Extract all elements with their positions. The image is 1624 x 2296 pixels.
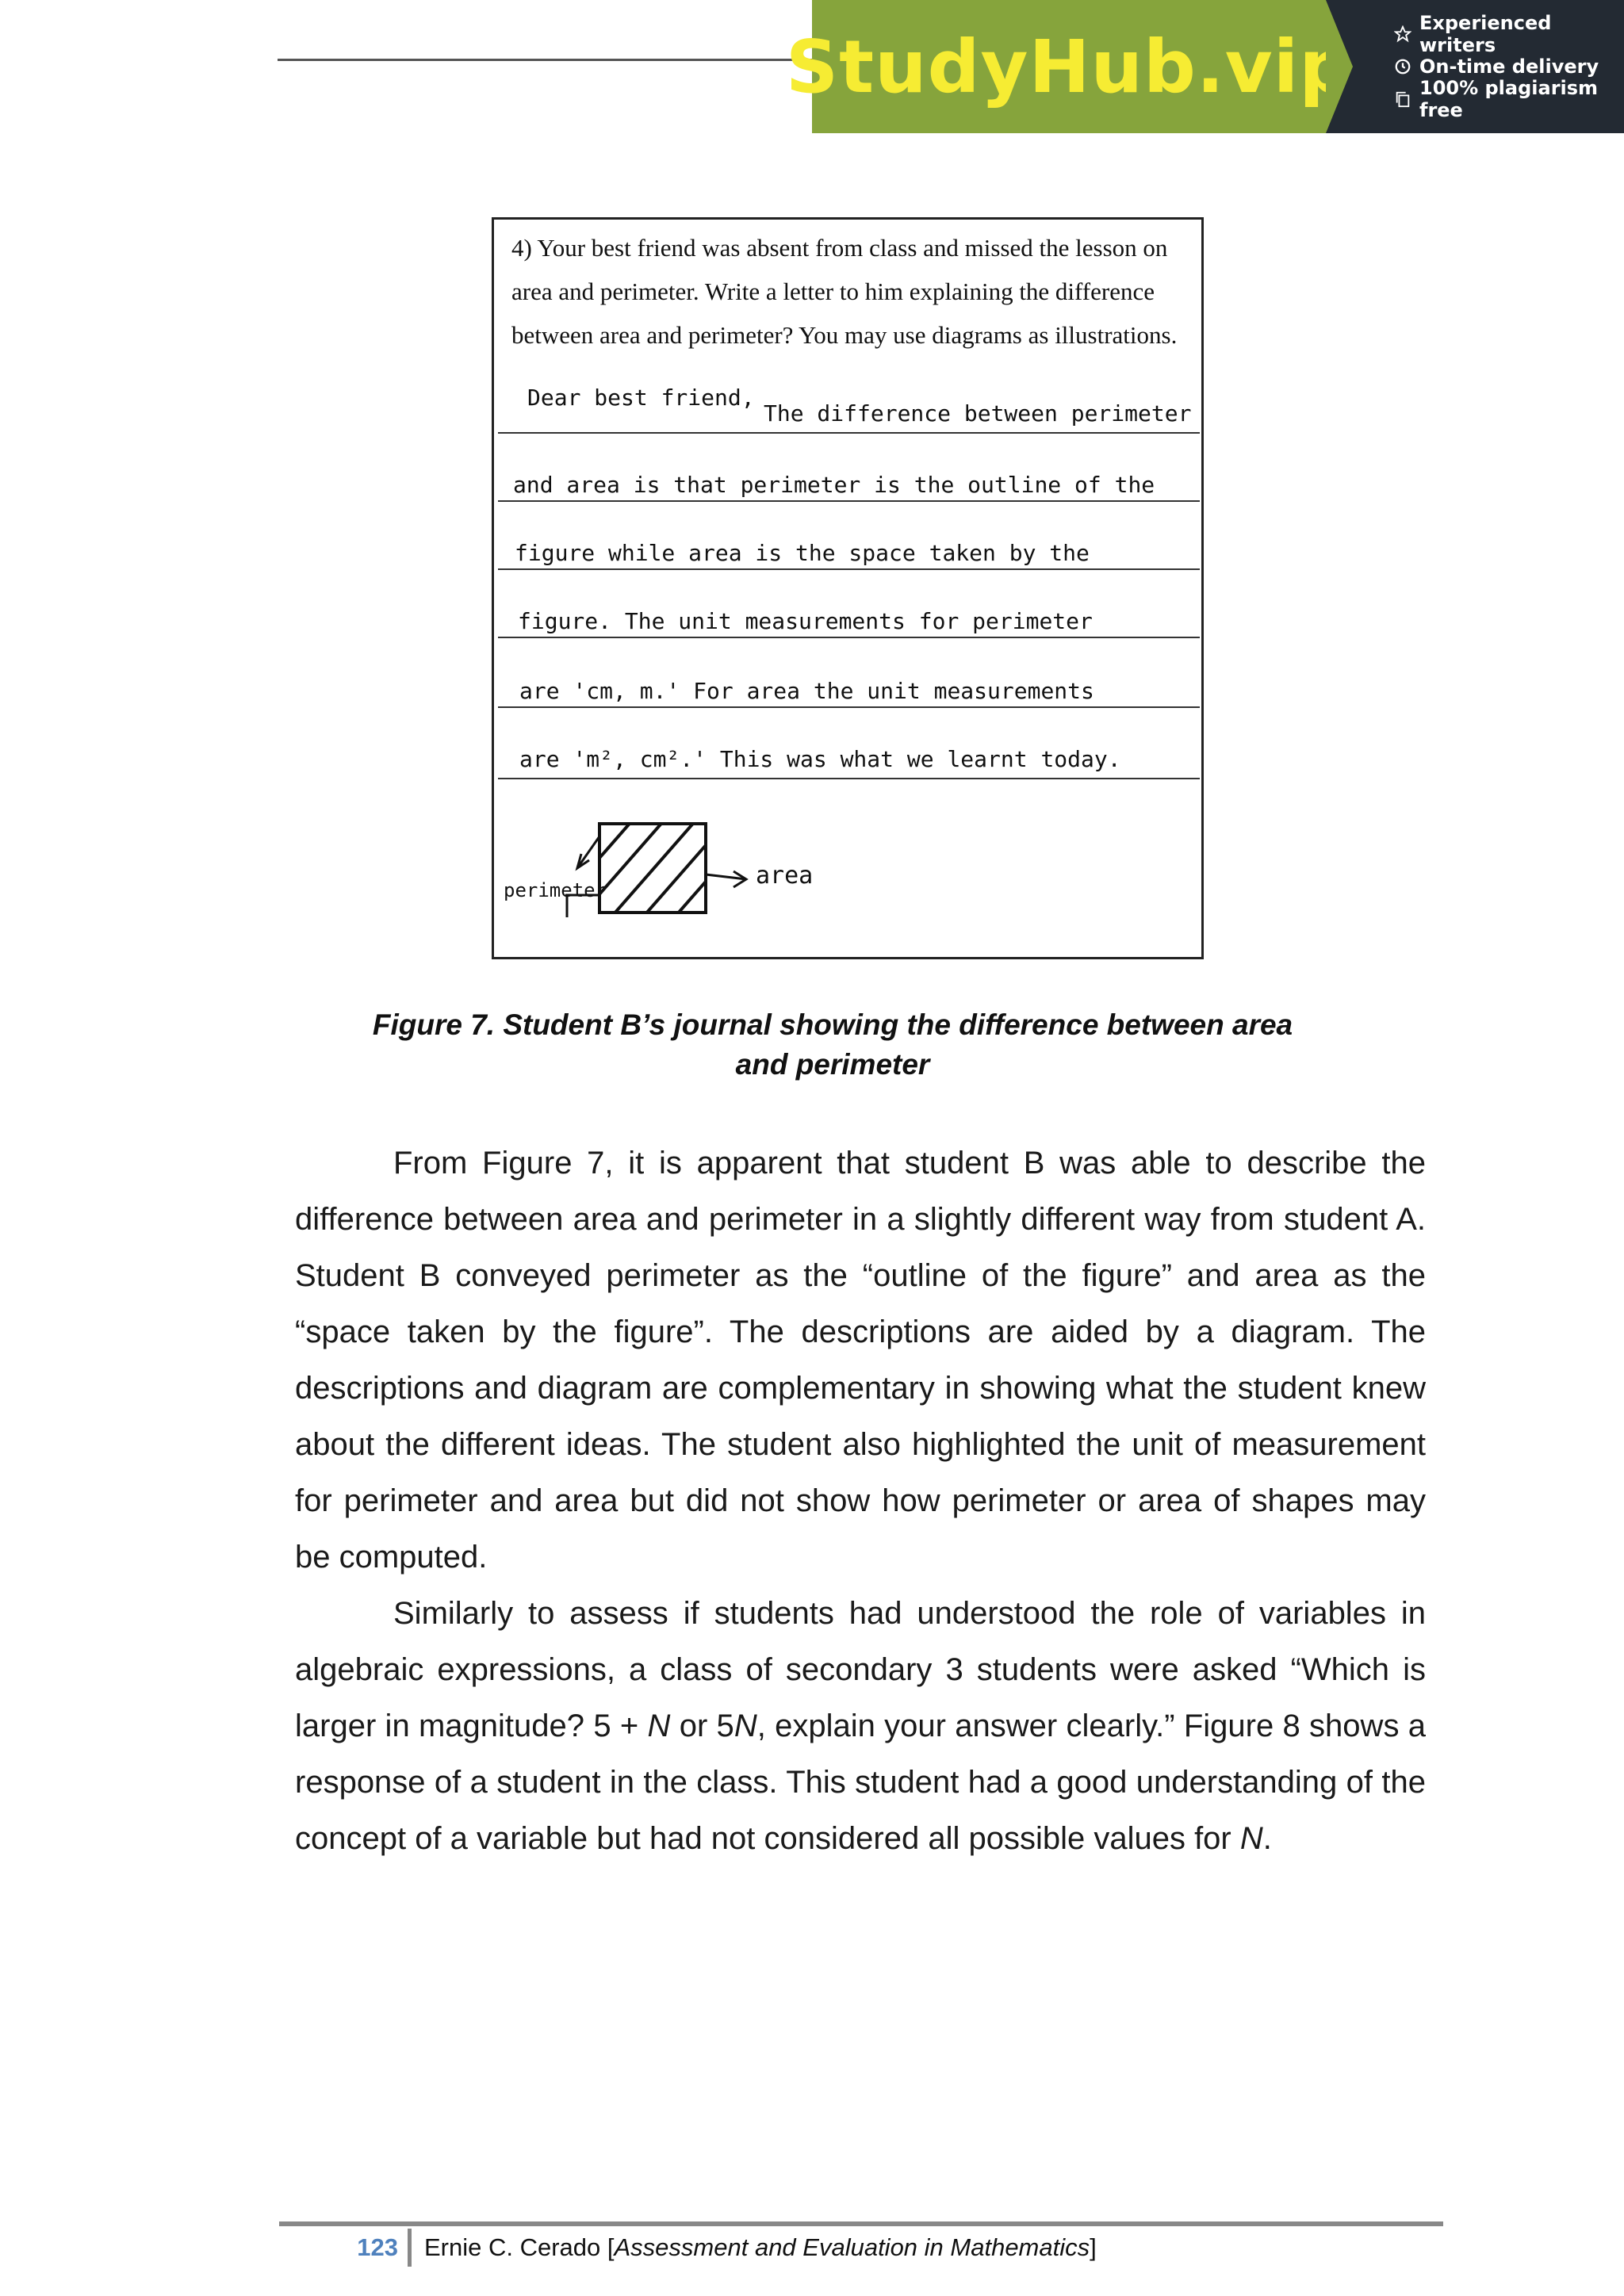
journal-line: and area is that perimeter is the outline of the xyxy=(513,472,1155,498)
page-number: 123 xyxy=(357,2233,398,2261)
diagram-label-perimeter: perimeter xyxy=(504,879,607,901)
paragraph: From Figure 7, it is apparent that student B was able to describe the difference between area and perimeter in a slightly different way from student A. Student B conveyed perimeter as the “outline of the figure” and area as the “space taken by the figure”. The descriptions are aided by a diagram. The descriptions and diagram are complementary in showing what the student knew about the different ideas. The student also highlighted the unit of measurement for perimeter and area but did not show how perimeter or area of shapes may be computed. xyxy=(295,1146,1426,1575)
clock-icon xyxy=(1394,58,1411,75)
banner-notch xyxy=(1326,0,1353,133)
text-run: , explain your answer clearly.” Figure 8 shows a response of a student in the class. This student had a good understanding of the concept of a variable but had not considered all possible values for xyxy=(295,1709,1426,1856)
caption-line: Figure 7. Student B’s journal showing the difference between area xyxy=(372,1008,1293,1041)
journal-line: figure. The unit measurements for perimeter xyxy=(518,608,1093,634)
variable-n: N xyxy=(647,1709,671,1743)
text-run: or 5 xyxy=(670,1709,734,1743)
footer-book-title: Assessment and Evaluation in Mathematics xyxy=(614,2233,1090,2261)
variable-n: N xyxy=(733,1709,757,1743)
area-perimeter-diagram xyxy=(494,220,1201,957)
journal-question: 4) Your best friend was absent from class and missed the lesson on area and perimeter. Write a letter to him explaining the difference between area and perimeter? You may use diagrams as illustrations. xyxy=(511,234,1178,349)
brand-name: StudyHub.vip xyxy=(785,24,1353,109)
feature-label: Experienced writers xyxy=(1419,11,1552,56)
journal-line: are 'm², cm².' This was what we learnt today. xyxy=(519,746,1121,772)
feature-item xyxy=(1394,76,1624,121)
journal-greeting: Dear best friend, xyxy=(527,385,755,411)
footer-author: Ernie C. Cerado [ xyxy=(424,2233,615,2261)
paragraph xyxy=(295,1586,1426,1867)
text-run: . xyxy=(1262,1821,1272,1856)
caption-line: and perimeter xyxy=(735,1048,930,1081)
copy-icon xyxy=(1394,90,1411,108)
studyhub-banner[interactable] xyxy=(785,0,1624,133)
brand-logo[interactable] xyxy=(785,0,1353,133)
journal-line: figure while area is the space taken by the xyxy=(515,540,1090,566)
feature-list xyxy=(1326,0,1624,133)
journal-line: are 'cm, m.' For area the unit measurements xyxy=(519,678,1094,704)
body-text xyxy=(295,1135,1426,1867)
feature-label: 100% plagiarism free xyxy=(1419,76,1599,121)
text-run: Similarly to assess if students had understood the role of variables in algebraic expressions, a class of secondary 3 students were asked “Which is larger in magnitude? 5 + xyxy=(295,1596,1426,1743)
variable-n: N xyxy=(1239,1821,1263,1856)
feature-item xyxy=(1394,11,1624,56)
perimeter-arrow xyxy=(577,836,599,868)
header-rule xyxy=(278,59,814,61)
journal-line: The difference between perimeter xyxy=(764,400,1192,427)
page-footer xyxy=(279,2226,1097,2269)
star-icon xyxy=(1394,25,1411,43)
diagram-label-area: area xyxy=(756,862,814,890)
footer-bracket: ] xyxy=(1090,2233,1097,2261)
figure-caption xyxy=(301,1005,1364,1085)
student-journal-image xyxy=(492,217,1204,959)
footer-citation xyxy=(424,2233,1097,2262)
footer-divider xyxy=(408,2229,412,2267)
feature-label: On-time delivery xyxy=(1419,55,1599,78)
